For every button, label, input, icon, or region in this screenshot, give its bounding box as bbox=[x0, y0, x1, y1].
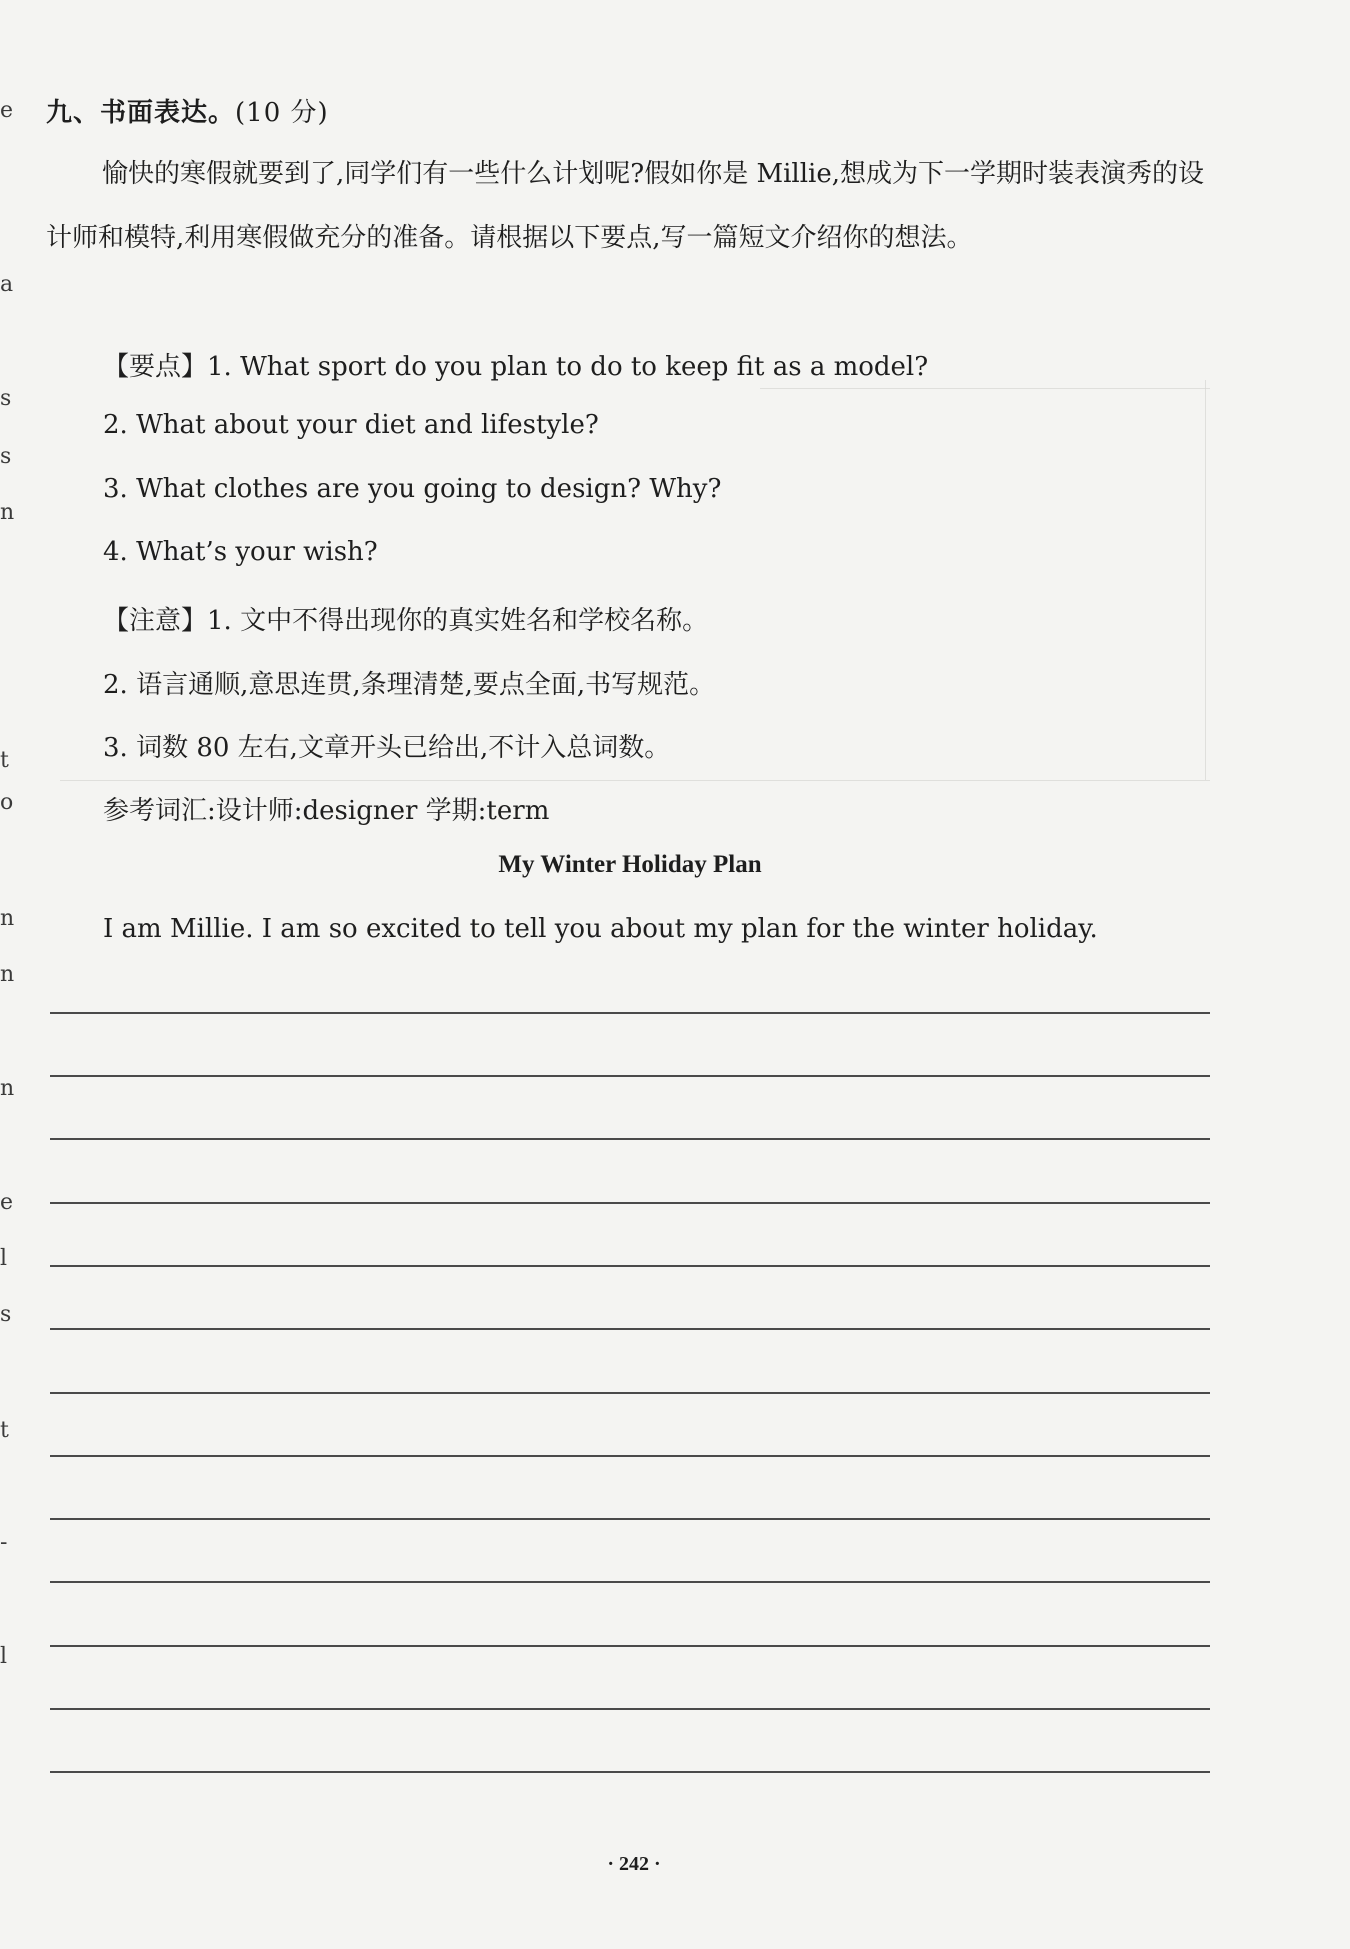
key-point-1 bbox=[103, 346, 928, 383]
margin-glyph: o bbox=[0, 790, 14, 815]
margin-glyph: n bbox=[0, 1076, 15, 1101]
writing-line[interactable] bbox=[50, 1012, 1210, 1014]
margin-glyph: a bbox=[0, 272, 14, 297]
margin-glyph: l bbox=[0, 1246, 8, 1271]
essay-title: My Winter Holiday Plan bbox=[498, 851, 762, 878]
show-through-line bbox=[60, 780, 1210, 781]
prompt-paragraph: 愉快的寒假就要到了,同学们有一些什么计划呢?假如你是 Millie,想成为下一学期时装表演秀的设计师和模特,利用寒假做充分的准备。请根据以下要点,写一篇短文介绍你的想法。 bbox=[46, 159, 1205, 253]
note-1 bbox=[103, 600, 708, 637]
margin-glyph: l bbox=[0, 1644, 8, 1669]
writing-line[interactable] bbox=[50, 1392, 1210, 1394]
writing-line[interactable] bbox=[50, 1645, 1210, 1647]
writing-line[interactable] bbox=[50, 1138, 1210, 1140]
margin-glyph: s bbox=[0, 1302, 12, 1327]
margin-glyph: n bbox=[0, 906, 15, 931]
writing-line[interactable] bbox=[50, 1075, 1210, 1077]
page-number: · 242 · bbox=[607, 1853, 661, 1875]
notes-label: 【注意】 bbox=[103, 606, 208, 636]
writing-line[interactable] bbox=[50, 1708, 1210, 1710]
show-through-line bbox=[1205, 380, 1206, 780]
section-heading-text: 九、书面表达。 bbox=[46, 98, 236, 128]
margin-glyph: t bbox=[0, 1418, 9, 1443]
essay-opening-line: I am Millie. I am so excited to tell you about my plan for the winter holiday. bbox=[103, 914, 1098, 944]
writing-line[interactable] bbox=[50, 1455, 1210, 1457]
margin-glyph: e bbox=[0, 1190, 14, 1215]
writing-line[interactable] bbox=[50, 1202, 1210, 1204]
note-2: 2. 语言通顺,意思连贯,条理清楚,要点全面,书写规范。 bbox=[103, 670, 716, 700]
key-point-4: 4. What’s your wish? bbox=[103, 537, 378, 567]
note-3: 3. 词数 80 左右,文章开头已给出,不计入总词数。 bbox=[103, 733, 671, 763]
note-text: 1. 文中不得出现你的真实姓名和学校名称。 bbox=[207, 606, 709, 636]
show-through-line bbox=[760, 388, 1210, 389]
writing-line[interactable] bbox=[50, 1771, 1210, 1773]
key-point-text: 1. What sport do you plan to do to keep fit as a model? bbox=[207, 352, 929, 382]
margin-glyph: n bbox=[0, 962, 15, 987]
margin-glyph: s bbox=[0, 444, 12, 469]
writing-line[interactable] bbox=[50, 1581, 1210, 1583]
section-heading bbox=[46, 92, 329, 129]
section-score: (10 分) bbox=[235, 98, 329, 128]
margin-glyph: n bbox=[0, 500, 15, 525]
key-point-3: 3. What clothes are you going to design? Why? bbox=[103, 474, 722, 504]
writing-line[interactable] bbox=[50, 1265, 1210, 1267]
key-points-label: 【要点】 bbox=[103, 352, 208, 382]
key-point-2: 2. What about your diet and lifestyle? bbox=[103, 410, 599, 440]
margin-glyph: e bbox=[0, 98, 14, 123]
writing-line[interactable] bbox=[50, 1518, 1210, 1520]
margin-glyph: t bbox=[0, 748, 9, 773]
writing-line[interactable] bbox=[50, 1328, 1210, 1330]
margin-glyph: s bbox=[0, 386, 12, 411]
margin-glyph: - bbox=[0, 1530, 8, 1555]
reference-vocabulary: 参考词汇:设计师:designer 学期:term bbox=[103, 796, 550, 826]
